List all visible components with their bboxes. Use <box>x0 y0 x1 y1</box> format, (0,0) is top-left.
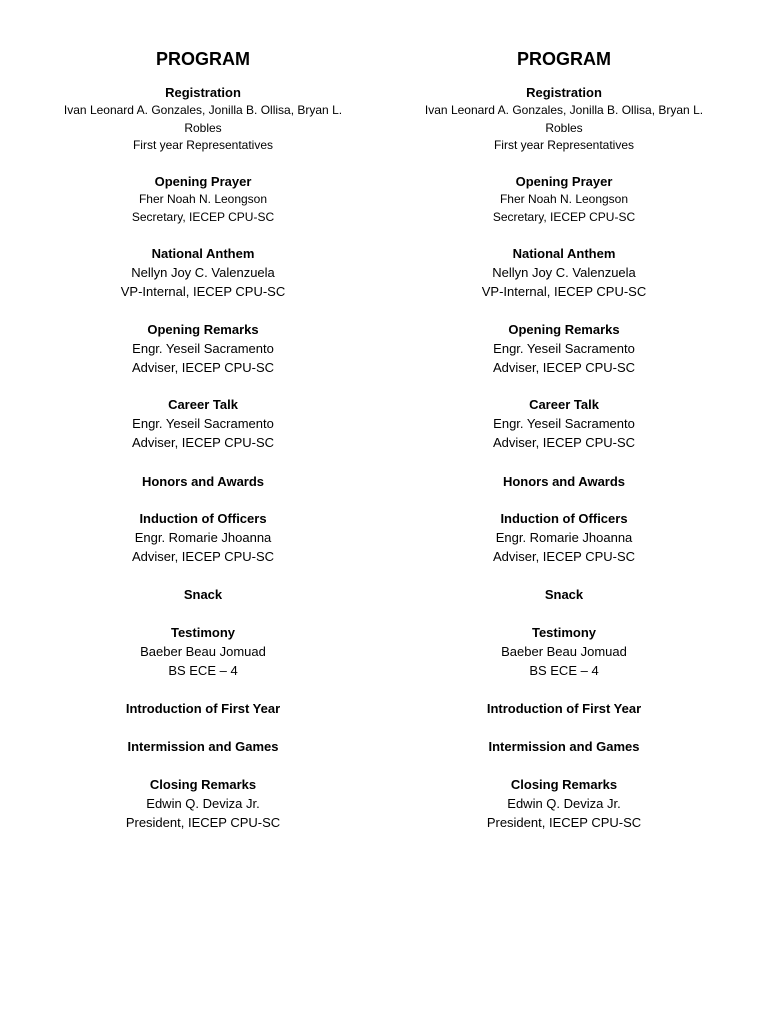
induction-role: Adviser, IECEP CPU-SC <box>131 549 275 564</box>
career-talk-name: Engr. Yeseil Sacramento <box>132 416 274 431</box>
induction-section <box>399 510 729 566</box>
registration-names: Ivan Leonard A. Gonzales, Jonilla B. Ollisa, Bryan L. Robles <box>63 103 343 135</box>
testimony-name: Baeber Beau Jomuad <box>501 644 627 659</box>
intermission-heading: Intermission and Games <box>127 739 279 754</box>
career-talk-role: Adviser, IECEP CPU-SC <box>131 435 275 450</box>
intermission-section <box>38 738 368 756</box>
induction-role: Adviser, IECEP CPU-SC <box>492 549 636 564</box>
closing-remarks-role: President, IECEP CPU-SC <box>486 815 642 830</box>
national-anthem-name: Nellyn Joy C. Valenzuela <box>131 265 275 280</box>
closing-remarks-heading: Closing Remarks <box>510 777 618 792</box>
career-talk-section <box>399 396 729 452</box>
registration-role: First year Representatives <box>493 138 635 152</box>
opening-remarks-section <box>399 321 729 377</box>
opening-remarks-heading: Opening Remarks <box>147 322 259 337</box>
honors-awards-heading: Honors and Awards <box>502 474 626 489</box>
career-talk-name: Engr. Yeseil Sacramento <box>493 416 635 431</box>
snack-heading: Snack <box>544 587 584 602</box>
testimony-role: BS ECE – 4 <box>529 663 599 678</box>
opening-remarks-name: Engr. Yeseil Sacramento <box>132 341 274 356</box>
career-talk-heading: Career Talk <box>529 397 599 412</box>
opening-remarks-section <box>38 321 368 377</box>
intro-first-year-section <box>38 700 368 718</box>
career-talk-role: Adviser, IECEP CPU-SC <box>492 435 636 450</box>
opening-prayer-role: Secretary, IECEP CPU-SC <box>131 209 275 224</box>
opening-prayer-name: Fher Noah N. Leongson <box>138 192 268 206</box>
opening-remarks-name: Engr. Yeseil Sacramento <box>493 341 635 356</box>
national-anthem-role: VP-Internal, IECEP CPU-SC <box>120 284 286 299</box>
snack-section <box>38 586 368 604</box>
closing-remarks-section <box>399 776 729 832</box>
registration-heading: Registration <box>526 85 602 100</box>
induction-name: Engr. Romarie Jhoanna <box>495 530 633 545</box>
intermission-heading: Intermission and Games <box>488 739 640 754</box>
registration-heading: Registration <box>165 85 241 100</box>
opening-prayer-section <box>38 173 368 226</box>
honors-awards-section <box>399 473 729 491</box>
program-title: PROGRAM <box>156 49 250 69</box>
closing-remarks-name: Edwin Q. Deviza Jr. <box>146 796 260 811</box>
program-title: PROGRAM <box>517 49 611 69</box>
national-anthem-heading: National Anthem <box>512 246 616 261</box>
testimony-section <box>38 624 368 680</box>
induction-heading: Induction of Officers <box>139 511 267 526</box>
national-anthem-role: VP-Internal, IECEP CPU-SC <box>481 284 647 299</box>
registration-names: Ivan Leonard A. Gonzales, Jonilla B. Ollisa, Bryan L. Robles <box>424 103 704 135</box>
testimony-heading: Testimony <box>531 625 597 640</box>
induction-section <box>38 510 368 566</box>
opening-remarks-heading: Opening Remarks <box>508 322 620 337</box>
registration-section <box>38 84 368 155</box>
testimony-section <box>399 624 729 680</box>
opening-prayer-role: Secretary, IECEP CPU-SC <box>492 209 636 224</box>
opening-prayer-heading: Opening Prayer <box>154 174 252 189</box>
registration-section <box>399 84 729 155</box>
national-anthem-heading: National Anthem <box>151 246 255 261</box>
snack-heading: Snack <box>183 587 223 602</box>
national-anthem-section <box>399 245 729 301</box>
national-anthem-name: Nellyn Joy C. Valenzuela <box>492 265 636 280</box>
induction-name: Engr. Romarie Jhoanna <box>134 530 272 545</box>
registration-role: First year Representatives <box>132 138 274 152</box>
closing-remarks-name: Edwin Q. Deviza Jr. <box>507 796 621 811</box>
opening-prayer-heading: Opening Prayer <box>515 174 613 189</box>
career-talk-section <box>38 396 368 452</box>
testimony-name: Baeber Beau Jomuad <box>140 644 266 659</box>
testimony-role: BS ECE – 4 <box>168 663 238 678</box>
intro-first-year-heading: Introduction of First Year <box>486 701 642 716</box>
induction-heading: Induction of Officers <box>500 511 628 526</box>
intro-first-year-section <box>399 700 729 718</box>
intro-first-year-heading: Introduction of First Year <box>125 701 281 716</box>
closing-remarks-section <box>38 776 368 832</box>
opening-remarks-role: Adviser, IECEP CPU-SC <box>492 360 636 375</box>
closing-remarks-heading: Closing Remarks <box>149 777 257 792</box>
national-anthem-section <box>38 245 368 301</box>
honors-awards-heading: Honors and Awards <box>141 474 265 489</box>
closing-remarks-role: President, IECEP CPU-SC <box>125 815 281 830</box>
opening-prayer-section <box>399 173 729 226</box>
testimony-heading: Testimony <box>170 625 236 640</box>
opening-remarks-role: Adviser, IECEP CPU-SC <box>131 360 275 375</box>
honors-awards-section <box>38 473 368 491</box>
opening-prayer-name: Fher Noah N. Leongson <box>499 192 629 206</box>
intermission-section <box>399 738 729 756</box>
career-talk-heading: Career Talk <box>168 397 238 412</box>
snack-section <box>399 586 729 604</box>
